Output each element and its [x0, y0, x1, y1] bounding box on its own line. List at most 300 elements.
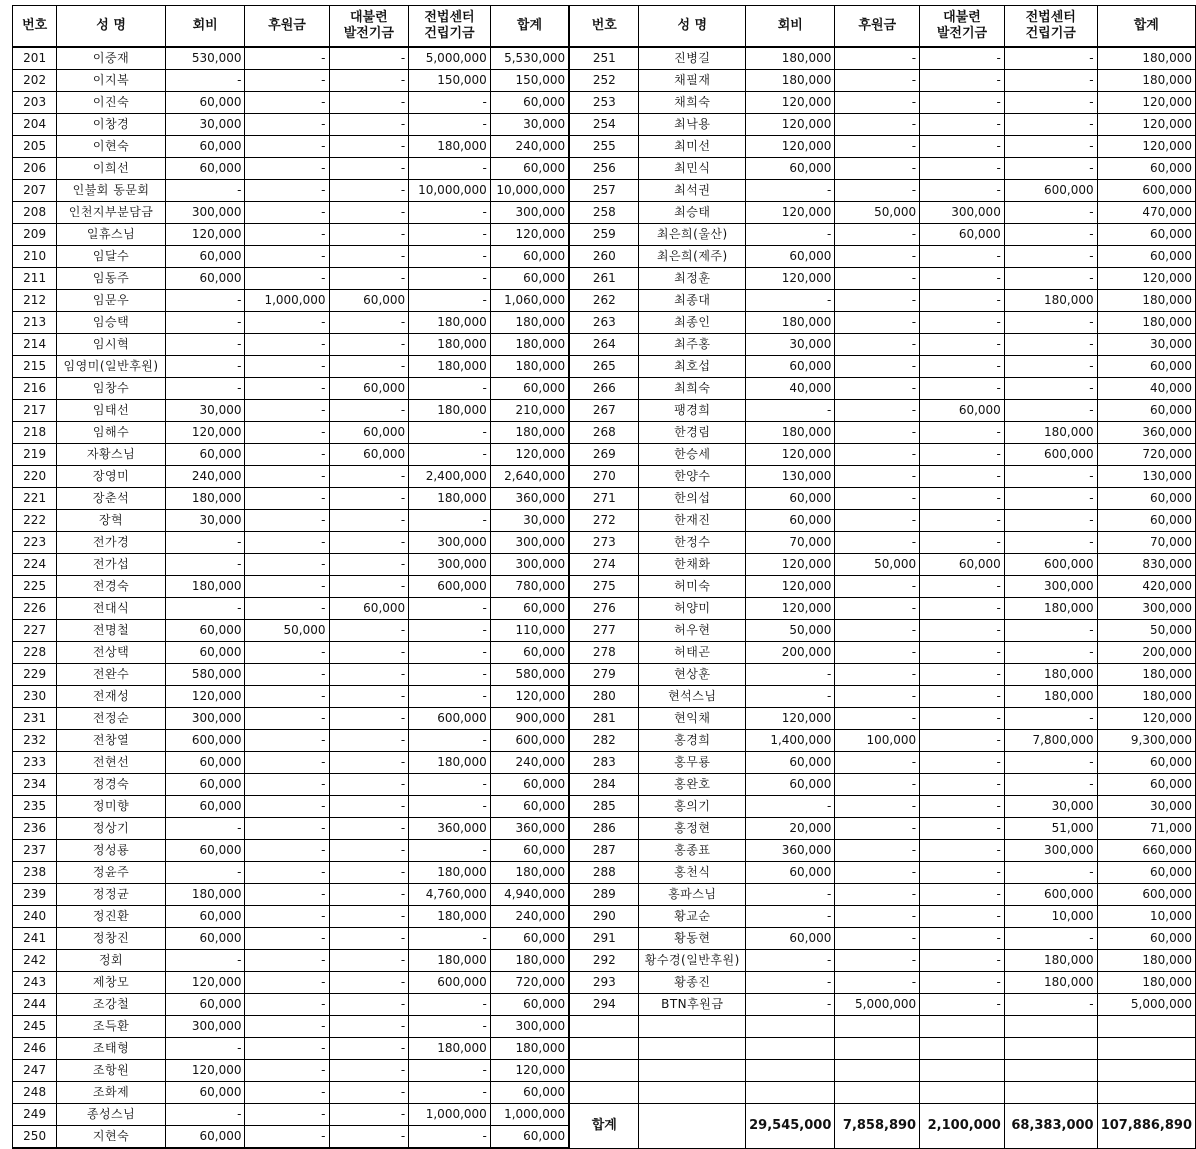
- cell-no: 204: [13, 114, 57, 136]
- cell-name: 황종진: [639, 972, 746, 994]
- cell-fee: 120,000: [165, 422, 245, 444]
- cell-name: 황수경(일반후원): [639, 950, 746, 972]
- cell-name: 최은희(제주): [639, 246, 746, 268]
- cell-sum: 60,000: [490, 158, 569, 180]
- cell-sum: 300,000: [490, 202, 569, 224]
- cell-sum: 30,000: [490, 510, 569, 532]
- cell-name: 최은희(울산): [639, 224, 746, 246]
- cell-name: 전명철: [57, 620, 166, 642]
- cell-center-fund: -: [1004, 532, 1097, 554]
- empty-cell: [569, 1082, 639, 1104]
- empty-cell: [920, 1038, 1005, 1060]
- cell-center-fund: -: [409, 158, 491, 180]
- cell-donation: -: [835, 114, 920, 136]
- cell-sum: 60,000: [490, 598, 569, 620]
- cell-development-fund: -: [329, 686, 409, 708]
- cell-development-fund: -: [329, 1060, 409, 1082]
- cell-donation: -: [245, 356, 329, 378]
- cell-donation: -: [245, 268, 329, 290]
- cell-donation: -: [835, 356, 920, 378]
- cell-development-fund: -: [920, 136, 1005, 158]
- cell-development-fund: -: [329, 730, 409, 752]
- cell-development-fund: -: [329, 664, 409, 686]
- cell-sum: 120,000: [490, 1060, 569, 1082]
- cell-center-fund: -: [409, 290, 491, 312]
- cell-name: 채필재: [639, 70, 746, 92]
- cell-fee: 120,000: [746, 576, 835, 598]
- cell-sum: 360,000: [490, 818, 569, 840]
- cell-donation: -: [835, 444, 920, 466]
- cell-center-fund: -: [1004, 752, 1097, 774]
- cell-name: 조태형: [57, 1038, 166, 1060]
- cell-fee: -: [165, 334, 245, 356]
- cell-development-fund: -: [329, 356, 409, 378]
- cell-no: 239: [13, 884, 57, 906]
- cell-development-fund: -: [329, 642, 409, 664]
- cell-sum: 120,000: [490, 686, 569, 708]
- cell-name: 이희선: [57, 158, 166, 180]
- cell-fee: 60,000: [165, 906, 245, 928]
- cell-center-fund: 300,000: [409, 532, 491, 554]
- cell-center-fund: 51,000: [1004, 818, 1097, 840]
- cell-center-fund: 150,000: [409, 70, 491, 92]
- empty-cell: [920, 1060, 1005, 1082]
- cell-donation: -: [245, 378, 329, 400]
- cell-name: 전상택: [57, 642, 166, 664]
- cell-name: 임시혁: [57, 334, 166, 356]
- empty-cell: [639, 1060, 746, 1082]
- cell-sum: 60,000: [1097, 510, 1195, 532]
- cell-no: 233: [13, 752, 57, 774]
- cell-no: 230: [13, 686, 57, 708]
- total-sum: 107,886,890: [1097, 1104, 1195, 1149]
- table-row: [13, 1082, 1196, 1104]
- cell-center-fund: 600,000: [1004, 444, 1097, 466]
- cell-sum: 9,300,000: [1097, 730, 1195, 752]
- cell-sum: 30,000: [490, 114, 569, 136]
- cell-center-fund: 180,000: [409, 136, 491, 158]
- cell-center-fund: -: [409, 1016, 491, 1038]
- cell-name: 임문우: [57, 290, 166, 312]
- table-row: [13, 708, 1196, 730]
- cell-development-fund: -: [920, 862, 1005, 884]
- cell-center-fund: -: [1004, 400, 1097, 422]
- cell-fee: 20,000: [746, 818, 835, 840]
- cell-center-fund: 1,000,000: [409, 1104, 491, 1126]
- cell-donation: -: [835, 422, 920, 444]
- cell-center-fund: -: [1004, 158, 1097, 180]
- cell-development-fund: -: [329, 1016, 409, 1038]
- cell-name: 제창모: [57, 972, 166, 994]
- cell-center-fund: 2,400,000: [409, 466, 491, 488]
- cell-fee: -: [746, 686, 835, 708]
- cell-sum: 180,000: [1097, 290, 1195, 312]
- cell-no: 221: [13, 488, 57, 510]
- cell-fee: -: [165, 1104, 245, 1126]
- header-development-fund: [329, 6, 409, 48]
- cell-center-fund: -: [409, 246, 491, 268]
- cell-donation: -: [835, 840, 920, 862]
- empty-cell: [639, 1016, 746, 1038]
- table-row: [13, 1060, 1196, 1082]
- table-row: [13, 642, 1196, 664]
- cell-center-fund: -: [409, 598, 491, 620]
- cell-center-fund: -: [1004, 268, 1097, 290]
- cell-development-fund: -: [329, 202, 409, 224]
- cell-no: 290: [569, 906, 639, 928]
- cell-fee: 180,000: [746, 70, 835, 92]
- cell-center-fund: 180,000: [1004, 950, 1097, 972]
- cell-no: 271: [569, 488, 639, 510]
- cell-name: 장혁: [57, 510, 166, 532]
- cell-donation: -: [245, 664, 329, 686]
- table-row: [13, 466, 1196, 488]
- cell-donation: -: [245, 576, 329, 598]
- cell-sum: 240,000: [490, 752, 569, 774]
- cell-no: 202: [13, 70, 57, 92]
- cell-name: 최종인: [639, 312, 746, 334]
- cell-sum: 180,000: [490, 356, 569, 378]
- cell-no: 209: [13, 224, 57, 246]
- cell-name: 인천지부분담금: [57, 202, 166, 224]
- cell-center-fund: -: [409, 994, 491, 1016]
- cell-fee: 60,000: [746, 510, 835, 532]
- cell-development-fund: -: [329, 47, 409, 70]
- cell-name: 전대식: [57, 598, 166, 620]
- cell-fee: 120,000: [746, 136, 835, 158]
- cell-development-fund: -: [920, 774, 1005, 796]
- cell-fee: 60,000: [746, 862, 835, 884]
- cell-no: 245: [13, 1016, 57, 1038]
- cell-donation: -: [245, 70, 329, 92]
- cell-development-fund: -: [920, 334, 1005, 356]
- cell-development-fund: -: [920, 972, 1005, 994]
- cell-center-fund: -: [1004, 246, 1097, 268]
- cell-name: 이창경: [57, 114, 166, 136]
- cell-name: 이진숙: [57, 92, 166, 114]
- cell-no: 212: [13, 290, 57, 312]
- header-fee: 회비: [165, 6, 245, 48]
- cell-no: 237: [13, 840, 57, 862]
- cell-no: 228: [13, 642, 57, 664]
- cell-name: 현상훈: [639, 664, 746, 686]
- cell-center-fund: -: [409, 620, 491, 642]
- cell-center-fund: -: [1004, 47, 1097, 70]
- cell-donation: -: [245, 114, 329, 136]
- header-fund1-line2: 발전기금: [343, 26, 394, 41]
- cell-name: 최종대: [639, 290, 746, 312]
- cell-donation: -: [245, 840, 329, 862]
- cell-fee: -: [165, 70, 245, 92]
- cell-sum: 30,000: [1097, 334, 1195, 356]
- cell-no: 203: [13, 92, 57, 114]
- cell-development-fund: -: [329, 862, 409, 884]
- cell-sum: 5,530,000: [490, 47, 569, 70]
- cell-fee: -: [165, 180, 245, 202]
- header-center-fund: [1004, 6, 1097, 48]
- cell-donation: -: [835, 620, 920, 642]
- empty-cell: [569, 1038, 639, 1060]
- cell-name: 전재성: [57, 686, 166, 708]
- cell-development-fund: -: [920, 70, 1005, 92]
- cell-fee: -: [746, 972, 835, 994]
- cell-center-fund: 10,000,000: [409, 180, 491, 202]
- cell-development-fund: -: [329, 92, 409, 114]
- cell-sum: 120,000: [490, 444, 569, 466]
- table-row: [13, 400, 1196, 422]
- cell-donation: -: [245, 1060, 329, 1082]
- cell-fee: -: [165, 356, 245, 378]
- cell-donation: -: [835, 180, 920, 202]
- cell-sum: 600,000: [490, 730, 569, 752]
- cell-donation: -: [835, 818, 920, 840]
- cell-fee: -: [165, 1038, 245, 1060]
- cell-name: 정창진: [57, 928, 166, 950]
- cell-development-fund: -: [329, 906, 409, 928]
- cell-fee: 60,000: [165, 1126, 245, 1149]
- cell-no: 255: [569, 136, 639, 158]
- cell-center-fund: -: [409, 378, 491, 400]
- total-donation: 7,858,890: [835, 1104, 920, 1149]
- cell-name: 황동현: [639, 928, 746, 950]
- cell-sum: 60,000: [490, 774, 569, 796]
- cell-development-fund: -: [329, 708, 409, 730]
- table-row: [13, 664, 1196, 686]
- cell-name: 자황스님: [57, 444, 166, 466]
- cell-name: 홍파스님: [639, 884, 746, 906]
- cell-sum: 40,000: [1097, 378, 1195, 400]
- cell-fee: 30,000: [165, 114, 245, 136]
- cell-sum: 180,000: [1097, 950, 1195, 972]
- cell-development-fund: 300,000: [920, 202, 1005, 224]
- header-fund2-line2: 건립기금: [424, 26, 475, 41]
- cell-fee: 60,000: [746, 752, 835, 774]
- cell-center-fund: -: [409, 664, 491, 686]
- cell-fee: 60,000: [165, 928, 245, 950]
- cell-center-fund: -: [1004, 136, 1097, 158]
- cell-fee: 120,000: [165, 972, 245, 994]
- cell-donation: -: [835, 598, 920, 620]
- cell-no: 285: [569, 796, 639, 818]
- cell-donation: -: [835, 246, 920, 268]
- cell-donation: -: [835, 290, 920, 312]
- cell-name: BTN후원금: [639, 994, 746, 1016]
- cell-center-fund: 600,000: [1004, 884, 1097, 906]
- cell-name: 홍완호: [639, 774, 746, 796]
- cell-donation: -: [835, 752, 920, 774]
- cell-donation: -: [245, 642, 329, 664]
- table-row: [13, 70, 1196, 92]
- cell-sum: 30,000: [1097, 796, 1195, 818]
- cell-center-fund: 7,800,000: [1004, 730, 1097, 752]
- cell-name: 임해수: [57, 422, 166, 444]
- cell-donation: -: [835, 796, 920, 818]
- cell-sum: 240,000: [490, 136, 569, 158]
- cell-donation: -: [835, 334, 920, 356]
- cell-donation: -: [835, 136, 920, 158]
- cell-sum: 300,000: [490, 1016, 569, 1038]
- cell-name: 홍의기: [639, 796, 746, 818]
- header-donation: 후원금: [835, 6, 920, 48]
- cell-sum: 120,000: [1097, 268, 1195, 290]
- cell-name: 홍무룡: [639, 752, 746, 774]
- total-label: 합계: [569, 1104, 639, 1149]
- cell-sum: 300,000: [490, 554, 569, 576]
- cell-fee: -: [165, 554, 245, 576]
- cell-name: 이현숙: [57, 136, 166, 158]
- cell-name: 임승택: [57, 312, 166, 334]
- cell-donation: -: [835, 47, 920, 70]
- cell-development-fund: -: [920, 884, 1005, 906]
- cell-development-fund: -: [920, 598, 1005, 620]
- cell-name: 홍천식: [639, 862, 746, 884]
- cell-center-fund: 600,000: [1004, 554, 1097, 576]
- cell-fee: 120,000: [746, 202, 835, 224]
- cell-sum: 60,000: [1097, 400, 1195, 422]
- cell-fee: 180,000: [746, 47, 835, 70]
- cell-fee: 60,000: [165, 796, 245, 818]
- header-no: 번호: [569, 6, 639, 48]
- cell-development-fund: -: [920, 444, 1005, 466]
- cell-development-fund: 60,000: [920, 554, 1005, 576]
- cell-development-fund: -: [920, 664, 1005, 686]
- empty-cell: [920, 1082, 1005, 1104]
- cell-sum: 60,000: [1097, 774, 1195, 796]
- cell-development-fund: -: [920, 686, 1005, 708]
- cell-development-fund: 60,000: [329, 598, 409, 620]
- cell-fee: 50,000: [746, 620, 835, 642]
- cell-center-fund: -: [1004, 642, 1097, 664]
- cell-sum: 660,000: [1097, 840, 1195, 862]
- table-row: [13, 730, 1196, 752]
- cell-no: 287: [569, 840, 639, 862]
- cell-donation: -: [835, 466, 920, 488]
- cell-name: 전창열: [57, 730, 166, 752]
- cell-no: 238: [13, 862, 57, 884]
- cell-center-fund: 180,000: [1004, 290, 1097, 312]
- cell-donation: -: [245, 312, 329, 334]
- cell-no: 251: [569, 47, 639, 70]
- cell-center-fund: 180,000: [1004, 664, 1097, 686]
- cell-name: 허양미: [639, 598, 746, 620]
- cell-no: 224: [13, 554, 57, 576]
- cell-fee: 60,000: [165, 444, 245, 466]
- empty-cell: [835, 1016, 920, 1038]
- cell-donation: -: [245, 1126, 329, 1149]
- cell-development-fund: -: [329, 1126, 409, 1149]
- table-row: [13, 884, 1196, 906]
- cell-name: 홍정현: [639, 818, 746, 840]
- cell-sum: 240,000: [490, 906, 569, 928]
- cell-development-fund: -: [920, 356, 1005, 378]
- cell-no: 210: [13, 246, 57, 268]
- cell-development-fund: -: [329, 840, 409, 862]
- cell-fee: -: [746, 950, 835, 972]
- cell-fee: -: [165, 950, 245, 972]
- table-row: [13, 1016, 1196, 1038]
- cell-name: 임동주: [57, 268, 166, 290]
- cell-development-fund: -: [920, 246, 1005, 268]
- cell-no: 288: [569, 862, 639, 884]
- cell-sum: 10,000: [1097, 906, 1195, 928]
- cell-no: 261: [569, 268, 639, 290]
- cell-fee: 60,000: [165, 246, 245, 268]
- cell-fee: -: [165, 862, 245, 884]
- cell-name: 정회: [57, 950, 166, 972]
- cell-fee: 60,000: [746, 356, 835, 378]
- cell-name: 조득환: [57, 1016, 166, 1038]
- empty-cell: [835, 1082, 920, 1104]
- cell-donation: -: [245, 906, 329, 928]
- cell-donation: -: [245, 708, 329, 730]
- cell-center-fund: -: [1004, 862, 1097, 884]
- header-fund1-line1: 대불련: [943, 10, 981, 25]
- cell-fee: 60,000: [165, 752, 245, 774]
- cell-center-fund: 300,000: [1004, 840, 1097, 862]
- cell-fee: -: [746, 224, 835, 246]
- table-row: [13, 180, 1196, 202]
- cell-name: 전가경: [57, 532, 166, 554]
- cell-name: 인불회 동문회: [57, 180, 166, 202]
- cell-sum: 120,000: [1097, 708, 1195, 730]
- cell-fee: -: [746, 290, 835, 312]
- cell-fee: 60,000: [746, 774, 835, 796]
- table-row: [13, 1038, 1196, 1060]
- cell-fee: 60,000: [165, 92, 245, 114]
- cell-donation: -: [835, 92, 920, 114]
- cell-development-fund: -: [920, 92, 1005, 114]
- cell-name: 진병길: [639, 47, 746, 70]
- cell-no: 219: [13, 444, 57, 466]
- cell-name: 종성스님: [57, 1104, 166, 1126]
- cell-sum: 180,000: [490, 334, 569, 356]
- table-row: [13, 422, 1196, 444]
- cell-fee: 120,000: [746, 444, 835, 466]
- cell-fee: 60,000: [165, 158, 245, 180]
- cell-development-fund: -: [920, 158, 1005, 180]
- cell-name: 최희숙: [639, 378, 746, 400]
- cell-donation: -: [245, 532, 329, 554]
- cell-sum: 1,060,000: [490, 290, 569, 312]
- cell-development-fund: -: [329, 268, 409, 290]
- cell-donation: -: [245, 884, 329, 906]
- cell-development-fund: -: [920, 466, 1005, 488]
- cell-sum: 180,000: [490, 312, 569, 334]
- cell-no: 283: [569, 752, 639, 774]
- table-row: [13, 202, 1196, 224]
- cell-center-fund: -: [409, 928, 491, 950]
- cell-name: 한재진: [639, 510, 746, 532]
- table-row: [13, 378, 1196, 400]
- cell-no: 241: [13, 928, 57, 950]
- cell-fee: 30,000: [165, 400, 245, 422]
- cell-development-fund: -: [329, 950, 409, 972]
- cell-development-fund: -: [920, 422, 1005, 444]
- cell-name: 임달수: [57, 246, 166, 268]
- cell-fee: 120,000: [165, 1060, 245, 1082]
- cell-name: 임창수: [57, 378, 166, 400]
- cell-sum: 300,000: [490, 532, 569, 554]
- cell-donation: -: [245, 686, 329, 708]
- cell-donation: -: [245, 92, 329, 114]
- cell-fee: 40,000: [746, 378, 835, 400]
- cell-no: 268: [569, 422, 639, 444]
- cell-no: 258: [569, 202, 639, 224]
- cell-donation: 50,000: [835, 202, 920, 224]
- cell-no: 215: [13, 356, 57, 378]
- cell-center-fund: -: [409, 268, 491, 290]
- cell-development-fund: -: [920, 47, 1005, 70]
